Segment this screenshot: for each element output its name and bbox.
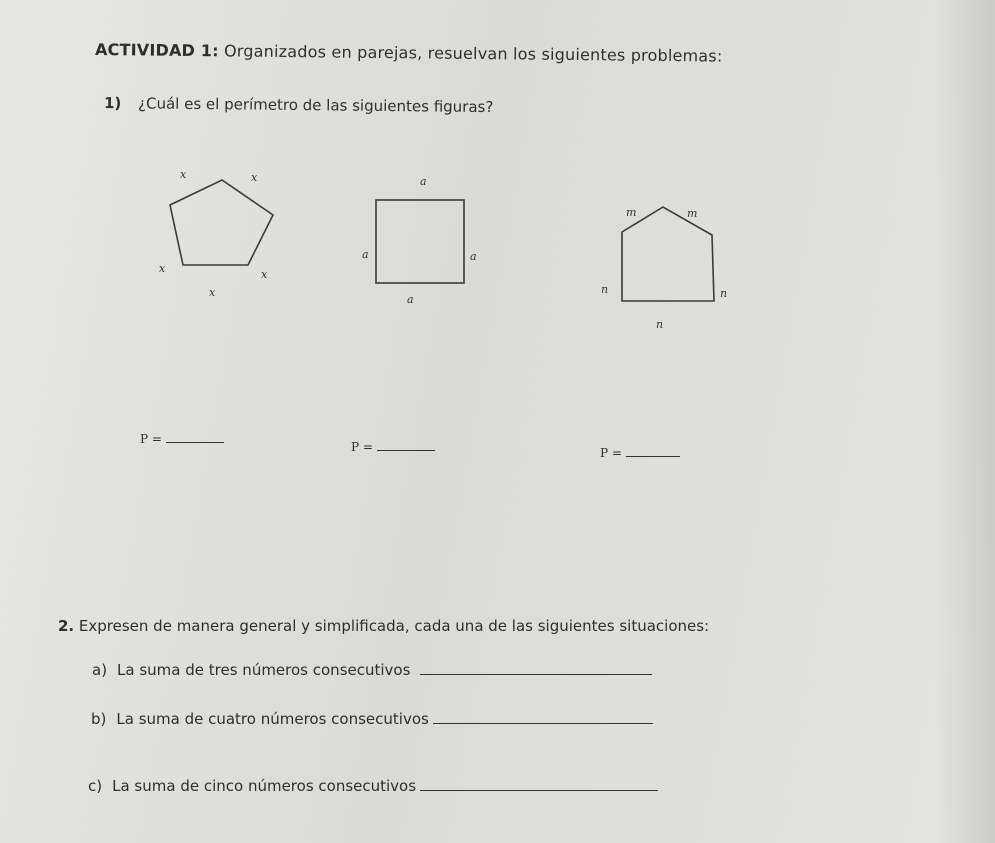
- pentagon-side-label: x: [261, 268, 268, 281]
- square-figure: [376, 200, 464, 283]
- perimeter-answer-square: [351, 440, 435, 454]
- answer-blank[interactable]: [420, 778, 658, 791]
- pentagon-side-label: x: [180, 168, 187, 181]
- pentagon-side-label: x: [209, 286, 216, 299]
- activity-title-label: ACTIVIDAD 1:: [94, 40, 219, 61]
- house-figure: [622, 207, 714, 301]
- house-wall-label: n: [656, 318, 664, 331]
- item-text: La suma de cuatro números consecutivos: [116, 710, 429, 728]
- answer-blank[interactable]: [420, 662, 652, 675]
- pentagon-side-label: x: [251, 171, 258, 184]
- pentagon-side-label: x: [159, 262, 166, 275]
- house-wall-label: n: [601, 283, 609, 296]
- answer-blank[interactable]: [166, 432, 224, 443]
- item-letter: c): [88, 777, 103, 795]
- answer-blank[interactable]: [626, 446, 680, 457]
- answer-blank[interactable]: [433, 711, 653, 724]
- item-text: La suma de tres números consecutivos: [117, 661, 411, 679]
- perimeter-answer-pentagon: [140, 432, 224, 446]
- square-side-label: a: [470, 250, 477, 263]
- pentagon-figure: [170, 180, 273, 265]
- item-letter: b): [91, 710, 107, 728]
- question-1-text: ¿Cuál es el perímetro de las siguientes figuras?: [137, 94, 494, 117]
- perimeter-label: P =: [351, 440, 373, 454]
- square-side-label: a: [407, 293, 414, 306]
- item-text: La suma de cinco números consecutivos: [112, 777, 417, 795]
- square-side-label: a: [420, 175, 427, 188]
- house-roof-label: m: [626, 206, 637, 219]
- house-roof-label: m: [687, 207, 698, 220]
- question-2-number: 2.: [58, 617, 75, 635]
- activity-title-instructions: Organizados en parejas, resuelvan los siguientes problemas:: [223, 41, 723, 66]
- question-2-item-a: [92, 661, 652, 679]
- item-letter: a): [92, 661, 108, 679]
- question-2-text: Expresen de manera general y simplificada, cada una de las siguientes situaciones:: [78, 617, 710, 635]
- question-2-item-c: [88, 777, 658, 795]
- house-wall-label: n: [720, 287, 728, 300]
- perimeter-label: P =: [600, 446, 622, 460]
- question-2-item-b: [91, 710, 653, 728]
- perimeter-answer-house: [600, 446, 680, 460]
- answer-blank[interactable]: [377, 440, 435, 451]
- perimeter-label: P =: [140, 432, 162, 446]
- question-2: [58, 617, 709, 635]
- question-1-number: 1): [103, 94, 122, 113]
- square-side-label: a: [362, 248, 369, 261]
